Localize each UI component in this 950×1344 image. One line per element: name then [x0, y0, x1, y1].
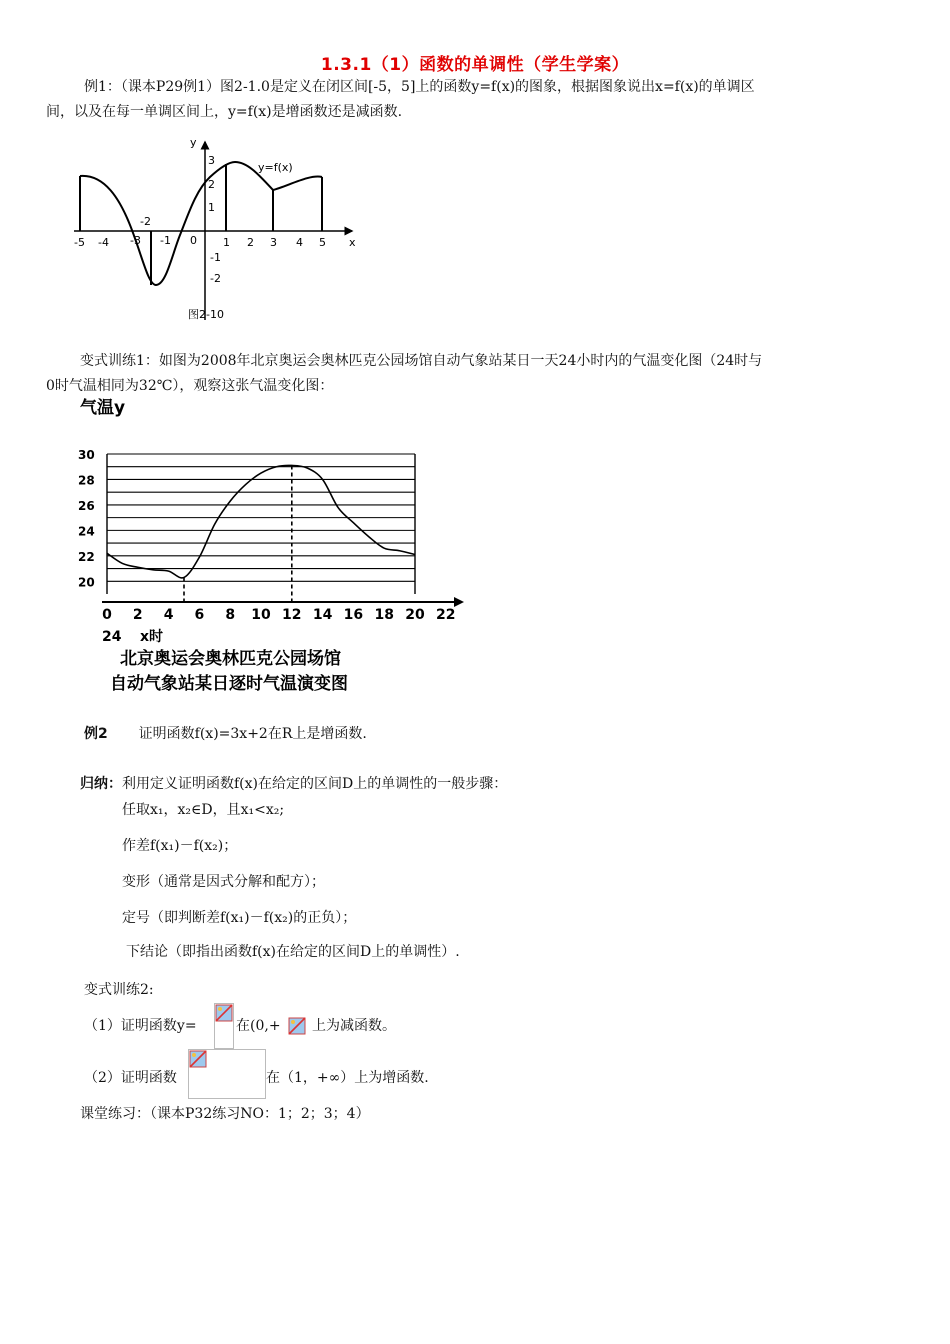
- example1-line2: 间，以及在每一单调区间上，y=f(x)是增函数还是减函数.: [46, 104, 403, 120]
- summary-label: 归纳：: [80, 776, 122, 792]
- broken-image-icon: [288, 1017, 306, 1035]
- function-curve: [80, 162, 322, 285]
- x-tick-label: 8: [225, 607, 236, 623]
- x-tick: 1: [223, 236, 230, 249]
- summary-step-2: 作差f(x₁)－f(x₂)；: [122, 838, 238, 854]
- y-tick-label: 28: [78, 473, 95, 488]
- chart-y-ticks: [78, 448, 95, 589]
- example2-text: 证明函数f(x)=3x+2在R上是增函数.: [138, 726, 367, 742]
- x-tick-label: 0: [102, 607, 112, 623]
- x-tick: 3: [270, 236, 277, 249]
- y-tick-label: 24: [78, 524, 95, 539]
- x-tick-label: 16: [343, 607, 364, 623]
- curve-label: y=f(x): [258, 161, 293, 174]
- summary-step-1: 任取x₁，x₂∈D，且x₁<x₂;: [122, 802, 285, 818]
- x-tick: 5: [319, 236, 326, 249]
- broken-image-icon: [215, 1004, 233, 1022]
- y-tick-label: 30: [78, 448, 95, 462]
- temperature-line: [107, 465, 415, 578]
- variant2-item1-mid: 在(0,+: [236, 1018, 281, 1034]
- exercise-line: 课堂练习：（课本P32练习NO：1；2；3；4）: [80, 1106, 370, 1122]
- temperature-chart: [74, 396, 474, 696]
- x-tick: 2: [247, 236, 254, 249]
- variant2-item1-pre: （1）证明函数y=: [84, 1018, 197, 1034]
- x-tick: -1: [160, 234, 171, 247]
- function-graph-figure: [60, 130, 380, 330]
- chart-x-ticks: [102, 607, 455, 623]
- summary-text: 利用定义证明函数f(x)在给定的区间D上的单调性的一般步骤：: [122, 776, 508, 792]
- x-extra-label: 24: [102, 629, 122, 645]
- y-tick-label: 22: [78, 549, 95, 564]
- x-tick: -3: [130, 234, 141, 247]
- x-axis-label: x: [349, 236, 356, 249]
- chart-xlabel: x时: [140, 629, 164, 645]
- y-tick-label: 26: [78, 498, 95, 513]
- summary-step-4: 定号（即判断差f(x₁)－f(x₂)的正负）；: [122, 910, 357, 926]
- chart-caption-line1: 北京奥运会奥林匹克公园场馆: [120, 649, 341, 669]
- summary-step-5: 下结论（即指出函数f(x)在给定的区间D上的单调性）.: [126, 944, 460, 960]
- y-tick-label: 20: [78, 575, 95, 590]
- variant2-item1-post: 上为减函数。: [312, 1018, 396, 1034]
- y-tick: 2: [208, 178, 215, 191]
- broken-image-icon: [189, 1050, 207, 1068]
- x-tick: -4: [98, 236, 109, 249]
- variant1-line2: 0时气温相同为32℃），观察这张气温变化图：: [46, 378, 334, 394]
- x-tick-label: 20: [405, 607, 425, 623]
- y-tick: -2: [210, 272, 221, 285]
- x-tick-label: 10: [251, 607, 271, 623]
- chart-caption-line2: 自动气象站某日逐时气温演变图: [110, 674, 348, 694]
- x-tick: -2: [140, 215, 151, 228]
- x-tick-label: 6: [194, 607, 205, 623]
- formula-image-placeholder: [188, 1049, 266, 1099]
- variant2-item1: [84, 1014, 197, 1038]
- x-tick-label: 12: [282, 607, 302, 623]
- summary-step-3: 变形（通常是因式分解和配方）；: [122, 874, 325, 890]
- formula-image-placeholder: [214, 1003, 234, 1049]
- y-axis-label: y: [190, 136, 197, 149]
- x-tick-labels: [74, 215, 326, 249]
- x-tick-label: 22: [436, 607, 456, 623]
- example2-label: 例2: [84, 726, 108, 742]
- x-axis-arrow: [454, 597, 464, 607]
- example1-line1: 例1：（课本P29例1）图2-1.0是定义在闭区间[-5，5]上的函数y=f(x)的图象，根据图象说出x=f(x)的单调区: [84, 79, 755, 95]
- chart-grid: [102, 454, 464, 607]
- x-tick: 0: [190, 234, 197, 247]
- y-tick: 3: [208, 154, 215, 167]
- page-title: 1.3.1（1）函数的单调性（学生学案）: [320, 55, 630, 75]
- x-tick-label: 18: [374, 607, 394, 623]
- chart-ylabel: 气温y: [80, 398, 126, 418]
- x-tick-label: 14: [312, 607, 333, 623]
- variant2-item2-post: 在（1，+∞）上为增函数.: [266, 1070, 429, 1086]
- x-tick: -5: [74, 236, 85, 249]
- x-tick-label: 2: [132, 607, 143, 623]
- y-tick: -1: [210, 251, 221, 264]
- variant1-line1: 变式训练1：如图为2008年北京奥运会奥林匹克公园场馆自动气象站某日一天24小时内的气温变化图（24时与: [80, 353, 763, 369]
- variant2-item2-pre: （2）证明函数: [84, 1070, 177, 1086]
- variant2-heading: 变式训练2:: [84, 982, 154, 998]
- y-tick: 1: [208, 201, 215, 214]
- x-tick-label: 4: [163, 607, 174, 623]
- figure-caption: 图2-10: [188, 308, 224, 321]
- x-tick: 4: [296, 236, 303, 249]
